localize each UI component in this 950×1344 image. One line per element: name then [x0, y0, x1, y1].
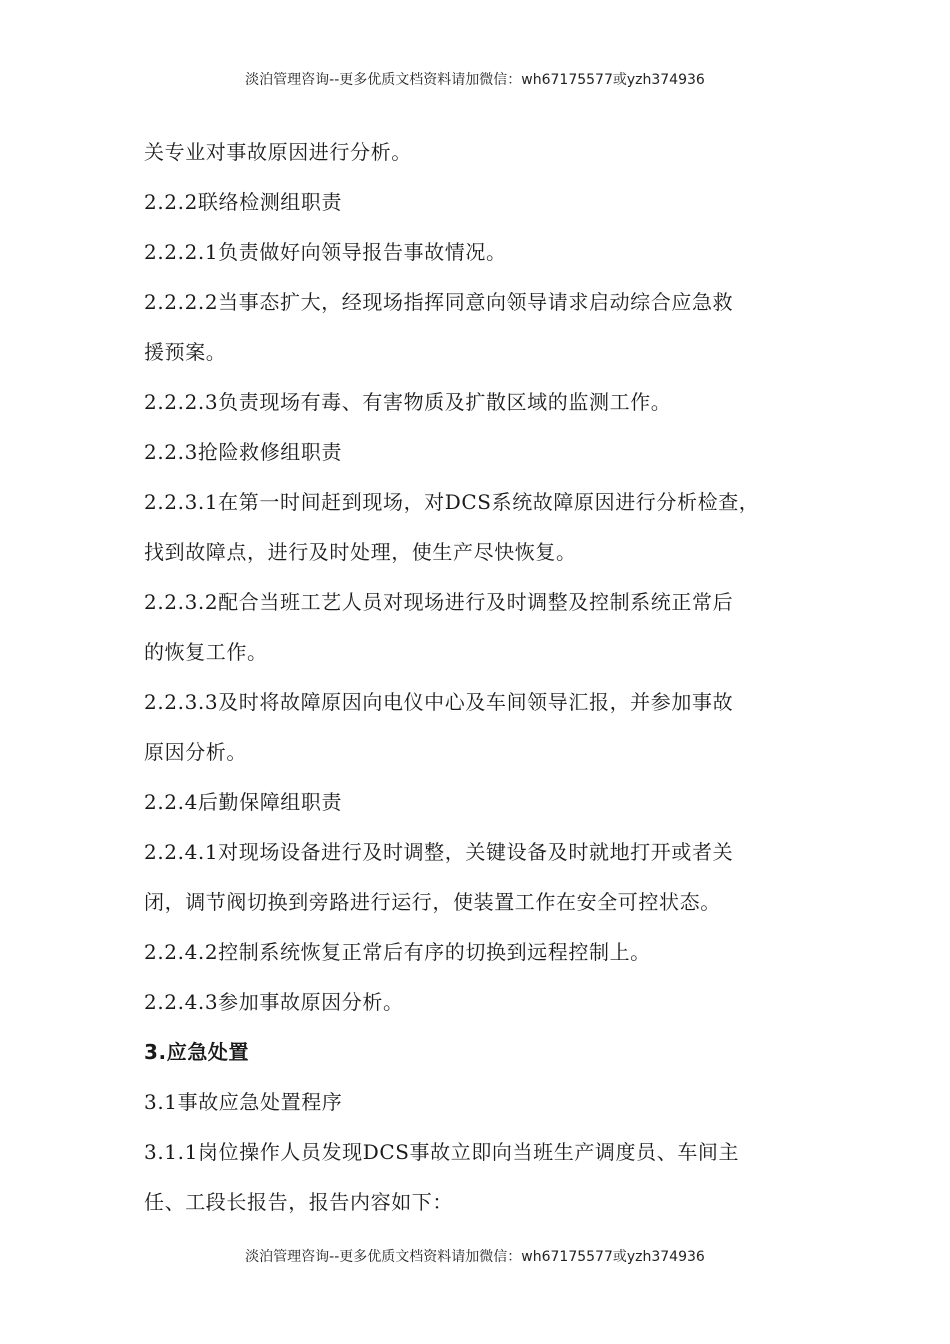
body-line-16: 闭，调节阀切换到旁路进行运行，使装置工作在安全可控状态。 [144, 890, 721, 914]
body-line-8: 2.2.3.1在第一时间赶到现场，对DCS系统故障原因进行分析检查， [144, 490, 760, 514]
body-line-21: 3.1.1岗位操作人员发现DCS事故立即向当班生产调度员、车间主 [144, 1140, 740, 1164]
section-heading-2-2-2: 2.2.2联络检测组职责 [144, 190, 343, 214]
body-line-6: 2.2.2.3负责现场有毒、有害物质及扩散区域的监测工作。 [144, 390, 672, 414]
section-heading-2-2-4: 2.2.4后勤保障组职责 [144, 790, 343, 814]
body-line-9: 找到故障点，进行及时处理，使生产尽快恢复。 [144, 540, 577, 564]
body-line-13: 原因分析。 [144, 740, 247, 764]
body-line-17: 2.2.4.2控制系统恢复正常后有序的切换到远程控制上。 [144, 940, 651, 964]
body-line-1: 关专业对事故原因进行分析。 [144, 140, 412, 164]
body-line-10: 2.2.3.2配合当班工艺人员对现场进行及时调整及控制系统正常后 [144, 590, 734, 614]
body-line-18: 2.2.4.3参加事故原因分析。 [144, 990, 404, 1014]
body-line-12: 2.2.3.3及时将故障原因向电仪中心及车间领导汇报，并参加事故 [144, 690, 734, 714]
body-line-5: 援预案。 [144, 340, 227, 364]
body-line-15: 2.2.4.1对现场设备进行及时调整，关键设备及时就地打开或者关 [144, 840, 734, 864]
section-heading-3-1: 3.1事故应急处置程序 [144, 1090, 343, 1114]
body-line-4: 2.2.2.2当事态扩大，经现场指挥同意向领导请求启动综合应急救 [144, 290, 734, 314]
body-line-3: 2.2.2.1负责做好向领导报告事故情况。 [144, 240, 507, 264]
page-header: 淡泊管理咨询--更多优质文档资料请加微信：wh67175577或yzh374936 [245, 72, 705, 88]
chapter-heading-3: 3.应急处置 [144, 1040, 250, 1064]
body-line-22: 任、工段长报告，报告内容如下： [144, 1190, 453, 1214]
document-body [144, 127, 814, 1227]
body-line-11: 的恢复工作。 [144, 640, 268, 664]
page-footer: 淡泊管理咨询--更多优质文档资料请加微信：wh67175577或yzh374936 [245, 1249, 705, 1265]
section-heading-2-2-3: 2.2.3抢险救修组职责 [144, 440, 343, 464]
